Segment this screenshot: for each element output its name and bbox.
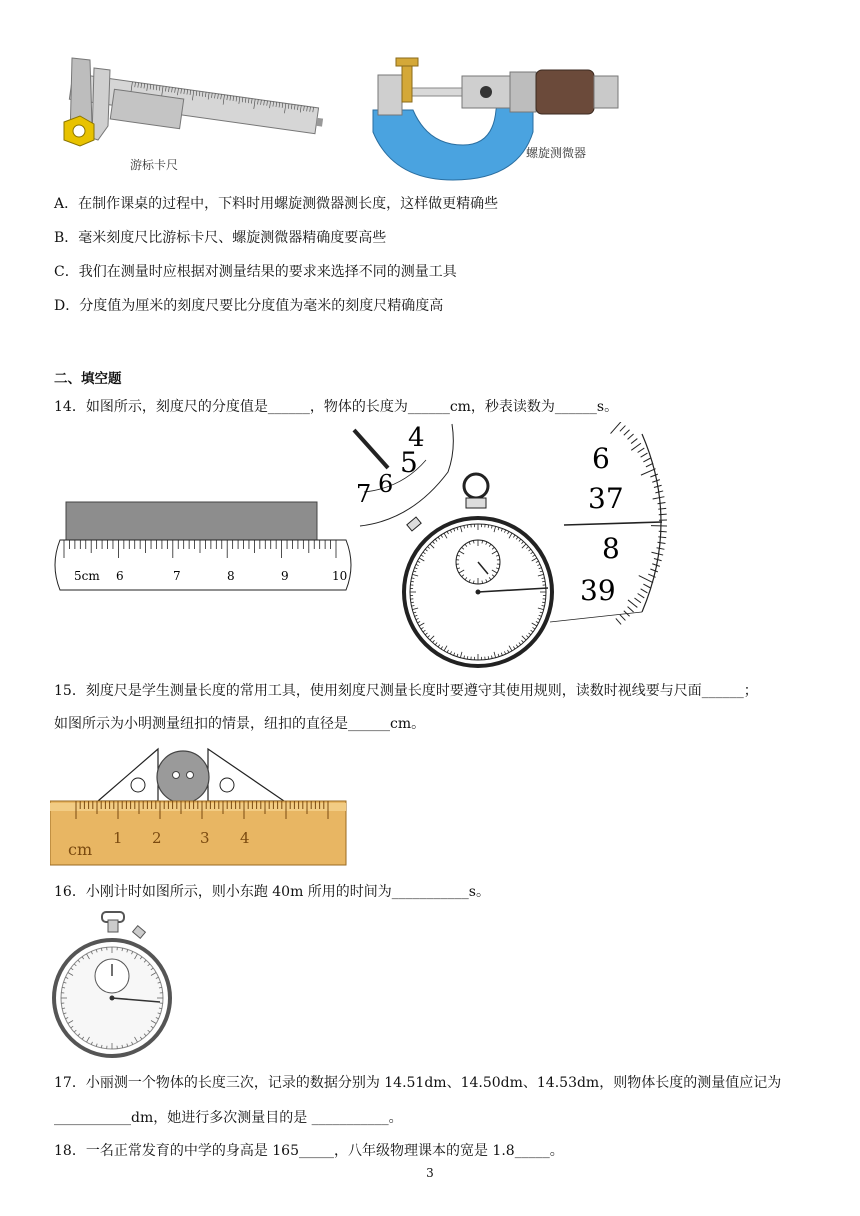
page-number: 3 xyxy=(426,1166,434,1180)
question-17-line2: ___________dm，她进行多次测量目的是 ___________。 xyxy=(54,1110,403,1126)
q14-tick-label-4: 9 xyxy=(281,569,289,583)
tick-mark xyxy=(624,430,630,436)
question-14: 14．如图所示，刻度尺的分度值是______，物体的长度为______cm，秒表读数为______s。 xyxy=(54,399,619,415)
q15-tick-label-3: 3 xyxy=(200,829,210,847)
tick-mark xyxy=(646,463,653,467)
option-a xyxy=(54,194,498,214)
q15-ruler-figure xyxy=(50,745,350,870)
q14-ruler-figure xyxy=(50,498,360,594)
tick-mark xyxy=(643,458,650,462)
q14-zoom-right-8: 8 xyxy=(602,532,620,565)
tick-mark xyxy=(638,593,645,597)
q14-zoom-left-4: 4 xyxy=(408,423,425,453)
tick-mark xyxy=(620,615,626,621)
option-b-label: B． xyxy=(54,230,79,246)
q15-tick-label-2: 2 xyxy=(152,829,162,847)
tick-mark xyxy=(638,448,645,452)
tick-mark xyxy=(639,576,653,583)
tick-mark xyxy=(631,439,637,444)
caliper-figure xyxy=(50,50,330,185)
q14-zoom-right-39: 39 xyxy=(580,574,616,607)
q14-tick-label-0: 5cm xyxy=(74,569,100,583)
q15-ruler-unit: cm xyxy=(68,840,93,859)
tick-mark xyxy=(658,542,666,543)
tick-mark xyxy=(643,584,650,588)
q15-tick-label-1: 1 xyxy=(113,829,123,847)
tick-mark xyxy=(641,589,648,593)
tick-mark xyxy=(634,598,640,603)
tick-mark xyxy=(616,618,621,624)
micrometer-figure xyxy=(368,50,628,185)
option-d xyxy=(54,296,443,316)
q14-zoom-left-5: 5 xyxy=(400,446,418,479)
option-c xyxy=(54,262,457,282)
tick-mark xyxy=(659,531,667,532)
tick-mark xyxy=(631,443,641,450)
option-d-label: D． xyxy=(54,298,80,314)
option-b xyxy=(54,228,386,248)
q14-tick-label-5: 10 xyxy=(332,569,348,583)
tick-mark xyxy=(628,600,637,608)
tick-mark xyxy=(641,469,656,475)
question-16: 16．小刚计时如图所示，则小东跑 40m 所用的时间为___________s。 xyxy=(54,884,490,900)
q14-tick-label-3: 8 xyxy=(227,569,235,583)
option-d-text: 分度值为厘米的刻度尺要比分度值为毫米的刻度尺精确度高 xyxy=(79,298,444,314)
tick-mark xyxy=(650,569,657,572)
question-18: 18．一名正常发育的中学的身高是 165_____，八年级物理课本的宽是 1.8_____。 xyxy=(54,1143,564,1159)
tick-mark xyxy=(620,426,626,432)
tick-mark xyxy=(658,537,666,538)
section-heading: 二、填空题 xyxy=(54,371,122,387)
tick-mark xyxy=(611,422,622,434)
option-a-text: 在制作课桌的过程中，下料时用螺旋测微器测长度，这样做更精确些 xyxy=(78,196,499,212)
tick-mark xyxy=(650,474,657,477)
question-15-line1: 15．刻度尺是学生测量长度的常用工具，使用刻度尺测量长度时要遵守其使用规则，读数时视线要与尺面______； xyxy=(54,683,758,699)
option-b-text: 毫米刻度尺比游标卡尺、螺旋测微器精确度要高些 xyxy=(78,230,387,246)
tick-mark xyxy=(651,552,663,555)
question-15-line2: 如图所示为小明测量纽扣的情景，纽扣的直径是______cm。 xyxy=(54,716,426,732)
q14-zoom-left-6: 6 xyxy=(378,470,394,498)
option-a-label: A． xyxy=(54,196,79,212)
q16-stopwatch-figure xyxy=(50,910,175,1062)
caliper-label: 游标卡尺 xyxy=(130,158,179,172)
tick-mark xyxy=(641,453,648,457)
tick-mark xyxy=(659,514,667,515)
option-c-label: C． xyxy=(54,264,79,280)
q14-stopwatch-figure xyxy=(352,422,682,670)
q14-tick-label-1: 6 xyxy=(116,569,124,583)
q14-zoom-right-37: 37 xyxy=(588,482,624,515)
option-c-text: 我们在测量时应根据对测量结果的要求来选择不同的测量工具 xyxy=(78,264,457,280)
tick-mark xyxy=(658,502,666,503)
q14-zoom-right-6: 6 xyxy=(592,442,610,475)
q14-tick-label-2: 7 xyxy=(173,569,181,583)
tick-mark xyxy=(628,434,634,439)
tick-mark xyxy=(658,508,666,509)
tick-mark xyxy=(653,497,665,499)
q14-zoom-left-7: 7 xyxy=(356,480,372,508)
q15-tick-label-4: 4 xyxy=(240,829,250,847)
micrometer-label: 螺旋测微器 xyxy=(526,146,587,160)
tick-mark xyxy=(628,607,634,612)
question-17-line1: 17．小丽测一个物体的长度三次，记录的数据分别为 14.51dm、14.50dm、14.53dm，则物体长度的测量值应记为 xyxy=(54,1075,782,1091)
tick-mark xyxy=(657,548,665,550)
